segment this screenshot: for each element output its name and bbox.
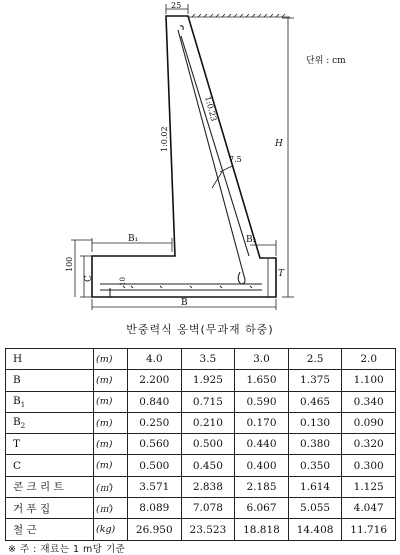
table-cell: 0.465 [288, 391, 342, 412]
row-label [6, 455, 94, 476]
table-cell: 3.5 [181, 349, 235, 370]
dim-B2-label: B₂ [246, 235, 257, 245]
figure-caption: 반중력식 옹벽(무과재 하중) [126, 323, 274, 336]
row-unit: (m) [94, 370, 128, 391]
slope-back-label: 1:0.23 [203, 95, 219, 123]
row-unit: (㎥) [94, 476, 128, 497]
ground-line [188, 14, 290, 17]
row-label [6, 391, 94, 412]
row-label-subscript: 1 [20, 400, 26, 409]
table-cell: 4.047 [342, 498, 396, 519]
row-label [6, 434, 94, 455]
table-cell: 1.650 [235, 370, 289, 391]
table-row [6, 391, 396, 412]
row-label-subscript: 2 [20, 422, 26, 431]
unit-note: 단위 : cm [306, 56, 346, 66]
row-label [6, 412, 94, 433]
table-row [6, 349, 396, 370]
table-cell: 0.450 [181, 455, 235, 476]
table-cell: 0.170 [235, 412, 289, 433]
dim-top-label: 25 [171, 1, 182, 10]
dimension-H [282, 18, 294, 297]
table-row [6, 412, 396, 433]
table-cell: 0.320 [342, 434, 396, 455]
row-unit: (m) [94, 391, 128, 412]
row-label [6, 349, 94, 370]
table-cell: 1.925 [181, 370, 235, 391]
table-cell: 6.067 [235, 498, 289, 519]
table-cell: 0.715 [181, 391, 235, 412]
table-row [6, 476, 396, 497]
table-cell: 0.250 [128, 412, 182, 433]
table-cell: 5.055 [288, 498, 342, 519]
table-cell: 0.130 [288, 412, 342, 433]
table-cell: 0.210 [181, 412, 235, 433]
table-cell: 0.500 [181, 434, 235, 455]
row-label-text: 거 푸 집 [13, 502, 51, 515]
table-cell: 7.078 [181, 498, 235, 519]
row-unit: (m) [94, 455, 128, 476]
dim-10-label: 10 [119, 277, 127, 286]
row-label-text: 콘 크 리 트 [13, 481, 64, 494]
table-cell: 26.950 [128, 519, 182, 540]
row-label [6, 370, 94, 391]
table-cell: 11.716 [342, 519, 396, 540]
table-cell: 8.089 [128, 498, 182, 519]
table-cell: 0.500 [128, 455, 182, 476]
row-label [6, 498, 94, 519]
table-cell: 18.818 [235, 519, 289, 540]
dim-B1-label: B₁ [128, 234, 139, 244]
table-cell: 1.100 [342, 370, 396, 391]
table-cell: 0.340 [342, 391, 396, 412]
row-label [6, 476, 94, 497]
spec-table [5, 348, 396, 541]
table-row [6, 434, 396, 455]
dimension-T [264, 258, 272, 297]
dim-H-label: H [275, 139, 283, 149]
table-cell: 0.300 [342, 455, 396, 476]
dimension-C [71, 240, 92, 297]
table-cell: 3.0 [235, 349, 289, 370]
table-cell: 2.838 [181, 476, 235, 497]
dim-B-label: B [181, 298, 188, 308]
table-cell: 2.5 [288, 349, 342, 370]
table-cell: 2.0 [342, 349, 396, 370]
row-unit: (m) [94, 349, 128, 370]
table-cell: 0.400 [235, 455, 289, 476]
table-cell: 0.560 [128, 434, 182, 455]
table-cell: 0.090 [342, 412, 396, 433]
table-cell: 1.125 [342, 476, 396, 497]
row-unit: (m) [94, 434, 128, 455]
table-row [6, 455, 396, 476]
row-label-text: H [13, 353, 23, 366]
table-row [6, 498, 396, 519]
slope-front-label: 1:0.02 [160, 126, 169, 152]
row-label-text: B [13, 374, 21, 387]
table-cell: 0.350 [288, 455, 342, 476]
spec-table-body [6, 349, 396, 541]
row-unit: (㎡) [94, 498, 128, 519]
slope-marker-label: 7.5 [229, 155, 242, 164]
row-label [6, 519, 94, 540]
table-cell: 3.571 [128, 476, 182, 497]
row-label-text: B [13, 415, 21, 428]
row-unit: (m) [94, 412, 128, 433]
table-cell: 2.200 [128, 370, 182, 391]
table-cell: 1.375 [288, 370, 342, 391]
table-cell: 4.0 [128, 349, 182, 370]
table-cell: 0.440 [235, 434, 289, 455]
table-cell: 0.380 [288, 434, 342, 455]
row-label-text: C [13, 459, 22, 472]
row-label-text: B [13, 394, 21, 407]
table-cell: 14.408 [288, 519, 342, 540]
table-cell: 1.614 [288, 476, 342, 497]
dim-C-label: C [84, 275, 94, 282]
dim-100-label: 100 [65, 256, 74, 272]
row-label-text: 철 근 [13, 524, 37, 537]
row-label-text: T [13, 438, 21, 451]
table-row [6, 519, 396, 540]
dim-T-label: T [278, 269, 285, 279]
table-cell: 2.185 [235, 476, 289, 497]
row-unit: (kg) [94, 519, 128, 540]
table-cell: 0.590 [235, 391, 289, 412]
table-cell: 0.840 [128, 391, 182, 412]
table-cell: 23.523 [181, 519, 235, 540]
table-row [6, 370, 396, 391]
footnote: ※ 주 : 재료는 1 m당 기준 [8, 544, 126, 555]
